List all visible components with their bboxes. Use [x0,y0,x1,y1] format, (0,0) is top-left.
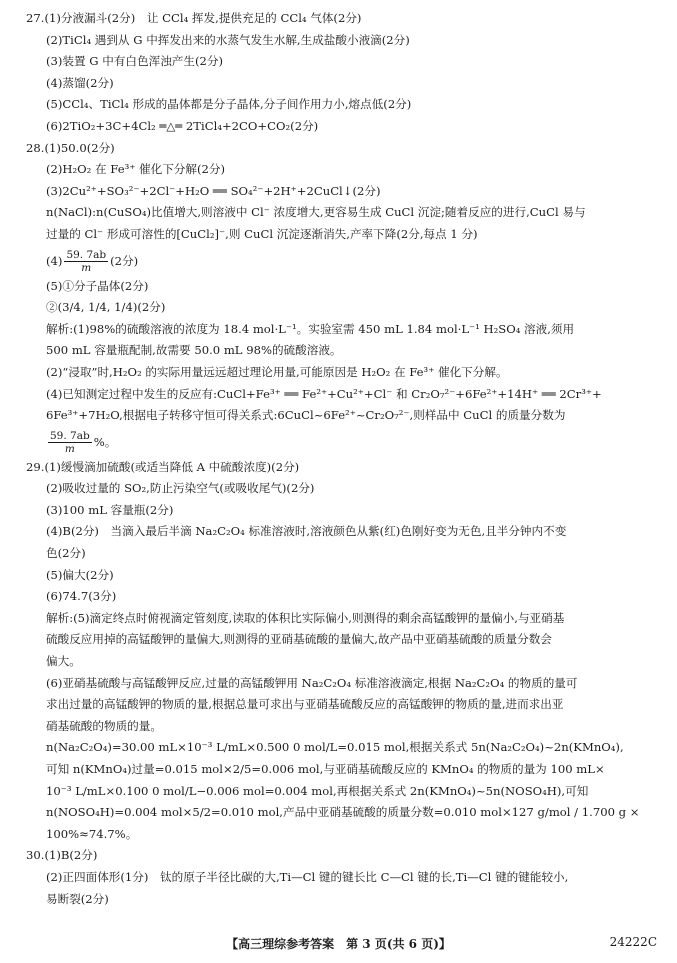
analysis-line-fraction: $\frac{59. 7ab}{m}$ %。 [50,430,117,456]
analysis-line: 解析:(1)98%的硫酸溶液的浓度为 18.4 mol·L⁻¹。实验室需 450 mL 1.84 mol·L⁻¹ H₂SO₄ 溶液,须用 [46,321,575,336]
answer-line: (2)正四面体形(1分) 钛的原子半径比碳的大,Ti—Cl 键的键长比 C—Cl 键的长,Ti—Cl 键的键能较小, [46,869,569,884]
answer-line: 易断裂(2分) [46,891,109,906]
answer-line: (6)74.7(3分) [46,589,117,604]
analysis-line: 500 mL 容量瓶配制,故需要 50.0 mL 98%的硫酸溶液。 [46,343,342,358]
analysis-line: 10⁻³ L/mL×0.100 0 mol/L−0.006 mol=0.004 mol,再根据关系式 2n(KMnO₄)~5n(NOSO₄H),可知 [46,783,589,798]
answer-line: (4)蒸馏(2分) [46,75,114,90]
answer-line: (3)100 mL 容量瓶(2分) [46,502,174,517]
answer-line: (2)吸收过量的 SO₂,防止污染空气(或吸收尾气)(2分) [46,481,315,496]
analysis-line: 6Fe³⁺+7H₂O,根据电子转移守恒可得关系式:6CuCl~6Fe²⁺~Cr₂O₇²⁻,则样品中 CuCl 的质量分数为 [46,408,566,423]
analysis-line: 硝基硫酸的物质的量。 [46,718,162,733]
answer-line: (4)B(2分) 当滴入最后半滴 Na₂C₂O₄ 标准溶液时,溶液颜色从紫(红)色刚好变为无色,且半分钟内不变 [46,524,567,539]
analysis-line: (2)“浸取”时,H₂O₂ 的实际用量远远超过理论用量,可能原因是 H₂O₂ 在 Fe³⁺ 催化下分解。 [46,364,508,379]
analysis-line: 偏大。 [46,654,81,669]
answer-line: (2)TiCl₄ 遇到从 G 中挥发出来的水蒸气发生水解,生成盐酸小液滴(2分) [46,32,410,47]
question-29 [26,457,662,846]
analysis-line: 可知 n(KMnO₄)过量=0.015 mol×2/5=0.006 mol,与亚硝基硫酸反应的 KMnO₄ 的物质的量为 100 mL× [46,762,605,776]
analysis-line: 求出过量的高锰酸钾的物质的量,根据总量可求出与亚硝基硫酸反应的高锰酸钾的物质的量,进而求出亚 [46,697,564,712]
question-28 [26,138,662,457]
answer-line: (1)缓慢滴加硫酸(或适当降低 A 中硫酸浓度)(2分) [44,459,300,474]
question-number: 30. [26,848,45,863]
answer-line: (1)50.0(2分) [44,140,115,155]
answer-line: 色(2分) [46,546,86,561]
analysis-line: 硫酸反应用掉的高锰酸钾的量偏大,则测得的亚硝基硫酸的量偏大,故产品中亚硝基硫酸的质量分数会 [46,632,552,647]
analysis-line: n(Na₂C₂O₄)=30.00 mL×10⁻³ L/mL×0.500 0 mol/L=0.015 mol,根据关系式 5n(Na₂C₂O₄)~2n(KMnO₄), [46,740,624,755]
analysis-line: 100%≈74.7%。 [46,826,138,841]
question-number: 29. [26,459,45,474]
answer-line: n(NaCl):n(CuSO₄)比值增大,则溶液中 Cl⁻ 浓度增大,更容易生成 CuCl 沉淀;随着反应的进行,CuCl 易与 [46,205,586,220]
question-27 [26,8,662,138]
question-number: 27. [26,11,45,25]
answer-line: (1)分液漏斗(2分) 让 CCl₄ 挥发,提供充足的 CCl₄ 气体(2分) [44,11,362,25]
fraction: $\frac{59. 7ab}{m}$ [66,249,107,275]
answer-line: 过量的 Cl⁻ 形成可溶性的[CuCl₂]⁻,则 CuCl 沉淀逐渐消失,产率下降(2分,每点 1 分) [46,226,478,241]
footer-code: 24222C [609,935,657,949]
question-number: 28. [26,140,45,155]
analysis-line: (6)亚硝基硫酸与高锰酸钾反应,过量的高锰酸钾用 Na₂C₂O₄ 标准溶液滴定,根据 Na₂C₂O₄ 的物质的量可 [46,675,578,690]
answer-line: (5)①分子晶体(2分) [46,278,149,293]
question-30 [26,845,662,910]
answer-line: (6)2TiO₂+3C+4Cl₂ ═△═ 2TiCl₄+2CO+CO₂(2分) [46,118,319,133]
footer-title: 【高三理综参考答案 第 3 页(共 6 页)】 [226,937,451,951]
answer-line-fraction: (4) $\frac{59. 7ab}{m}$ (2分) [46,249,139,275]
answer-line: (5)CCl₄、TiCl₄ 形成的晶体都是分子晶体,分子间作用力小,熔点低(2分) [46,97,412,112]
answer-content [26,8,662,910]
analysis-line: 解析:(5)滴定终点时俯视滴定管刻度,读取的体积比实际偏小,则测得的剩余高锰酸钾的量偏小,与亚硝基 [46,610,565,625]
answer-line: ②(3/4, 1/4, 1/4)(2分) [46,300,166,315]
answer-line: (3)装置 G 中有白色浑浊产生(2分) [46,54,224,69]
analysis-line: n(NOSO₄H)=0.004 mol×5/2=0.010 mol,产品中亚硝基硫酸的质量分数=0.010 mol×127 g/mol / 1.700 g × [46,805,640,820]
fraction: $\frac{59. 7ab}{m}$ [50,430,90,456]
answer-line: (3)2Cu²⁺+SO₃²⁻+2Cl⁻+H₂O ══ SO₄²⁻+2H⁺+2CuCl↓(2分) [46,183,381,198]
page-footer [0,932,677,956]
answer-line: (5)偏大(2分) [46,567,114,582]
answer-line: (1)B(2分) [44,848,98,863]
answer-line: (2)H₂O₂ 在 Fe³⁺ 催化下分解(2分) [46,162,226,177]
analysis-line: (4)已知测定过程中发生的反应有:CuCl+Fe³⁺ ══ Fe²⁺+Cu²⁺+Cl⁻ 和 Cr₂O₇²⁻+6Fe²⁺+14H⁺ ══ 2Cr³⁺+ [46,386,602,401]
